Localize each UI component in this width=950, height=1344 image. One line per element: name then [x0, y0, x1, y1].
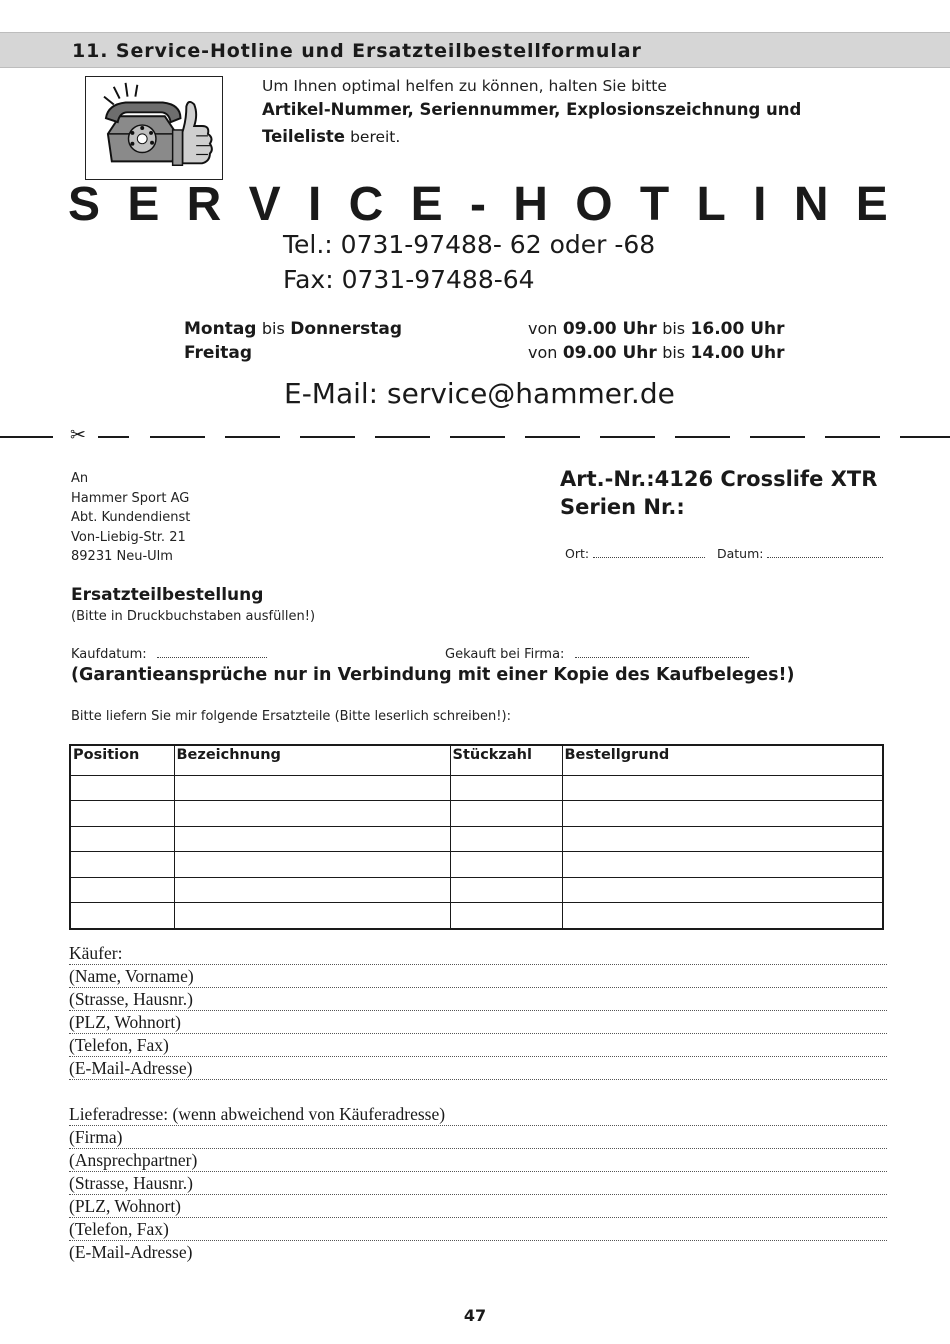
purchased-from-field[interactable] [575, 648, 749, 658]
table-row [70, 903, 883, 929]
telephone-thumbs-up-icon [85, 76, 223, 180]
cut-dash [750, 436, 805, 438]
hours-day-end: Donnerstag [290, 319, 403, 339]
hours-time-friday [528, 343, 785, 363]
service-hotline-heading [68, 177, 888, 232]
intro-line-3-bold: Teileliste [262, 127, 345, 146]
table-row [70, 801, 883, 827]
hours-day: Freitag [184, 343, 253, 363]
table-cell[interactable] [450, 903, 562, 929]
table-cell[interactable] [174, 903, 450, 929]
hotline-letter: I [753, 178, 767, 231]
hours-bis: bis [261, 319, 285, 338]
table-cell[interactable] [450, 877, 562, 903]
section-header-bar [0, 32, 950, 68]
intro-line-2: Artikel-Nummer, Seriennummer, Explosionszeichnung und [262, 100, 802, 119]
hours-row-mon-thu [184, 319, 402, 339]
fax-number: Fax: 0731-97488-64 [283, 265, 535, 294]
hours-to: 16.00 Uhr [690, 319, 785, 339]
hours-von: von [528, 343, 558, 362]
address-line: Von-Liebig-Str. 21 [71, 529, 186, 545]
hours-to: 14.00 Uhr [690, 343, 785, 363]
telephone-number: Tel.: 0731-97488- 62 oder -68 [283, 230, 656, 259]
serial-number-label: Serien Nr.: [560, 495, 685, 519]
buyer-name-line[interactable]: (Name, Vorname) [69, 965, 887, 988]
table-cell[interactable] [562, 775, 883, 801]
buyer-email-line[interactable]: (E-Mail-Adresse) [69, 1057, 887, 1080]
cut-dash [0, 436, 53, 438]
purchase-date-label: Kaufdatum: [71, 647, 147, 662]
order-note: (Bitte in Druckbuchstaben ausfüllen!) [71, 609, 316, 624]
email-address: E-Mail: service@hammer.de [284, 377, 675, 410]
address-line: Abt. Kundendienst [71, 510, 191, 525]
purchase-row [71, 647, 891, 662]
hotline-letter: T [639, 178, 670, 231]
table-cell[interactable] [174, 852, 450, 878]
table-cell[interactable] [70, 877, 174, 903]
intro-line-3-rest: bereit. [350, 128, 401, 146]
buyer-city-line[interactable]: (PLZ, Wohnort) [69, 1011, 887, 1034]
delivery-email-line[interactable]: (E-Mail-Adresse) [69, 1242, 193, 1262]
delivery-phone-line[interactable]: (Telefon, Fax) [69, 1218, 887, 1241]
table-cell[interactable] [450, 775, 562, 801]
delivery-heading-line[interactable]: Lieferadresse: (wenn abweichend von Käuferadresse) [69, 1103, 887, 1126]
table-cell[interactable] [174, 826, 450, 852]
hours-bis: bis [662, 343, 686, 362]
hours-von: von [528, 319, 558, 338]
purchased-from-group [445, 647, 749, 662]
intro-line-3 [262, 123, 862, 151]
hotline-letter: S [68, 178, 101, 231]
cut-dash [675, 436, 730, 438]
hotline-letter: E [127, 178, 160, 231]
buyer-phone-line[interactable]: (Telefon, Fax) [69, 1034, 887, 1057]
cut-line [0, 436, 950, 439]
hours-from: 09.00 Uhr [562, 319, 657, 339]
table-cell[interactable] [450, 826, 562, 852]
date-field[interactable] [767, 548, 883, 558]
intro-line-1: Um Ihnen optimal helfen zu können, halten Sie bitte [262, 77, 667, 95]
table-row [70, 877, 883, 903]
scissors-icon: ✂ [70, 424, 86, 446]
intro-text [262, 76, 862, 151]
table-cell[interactable] [70, 903, 174, 929]
cut-dash [375, 436, 430, 438]
guarantee-note: (Garantieansprüche nur in Verbindung mit einer Kopie des Kaufbeleges!) [71, 665, 795, 685]
table-row [70, 775, 883, 801]
table-header-row [70, 745, 883, 775]
cut-dash [225, 436, 280, 438]
delivery-contact-line[interactable]: (Ansprechpartner) [69, 1149, 887, 1172]
table-cell[interactable] [70, 826, 174, 852]
hotline-letter: I [307, 178, 322, 231]
cut-dash [900, 436, 950, 438]
article-info [560, 465, 877, 521]
table-cell[interactable] [450, 852, 562, 878]
buyer-section [69, 942, 887, 1080]
article-number: Art.-Nr.:4126 Crosslife XTR [560, 467, 878, 491]
hotline-letter: H [513, 178, 548, 231]
hotline-letter: C [348, 178, 384, 231]
hotline-letter: E [855, 178, 888, 231]
column-header-reason: Bestellgrund [562, 745, 883, 775]
section-title: 11. Service-Hotline und Ersatzteilbestellformular [72, 40, 642, 62]
table-cell[interactable] [562, 877, 883, 903]
parts-table [69, 744, 884, 930]
hotline-letter: - [469, 178, 486, 231]
place-label: Ort: [565, 546, 590, 561]
cut-dash [525, 436, 580, 438]
hours-row-friday [184, 343, 252, 363]
column-header-description: Bezeichnung [174, 745, 450, 775]
table-cell[interactable] [562, 852, 883, 878]
table-cell[interactable] [70, 775, 174, 801]
hotline-letter: R [186, 178, 222, 231]
delivery-city-line[interactable]: (PLZ, Wohnort) [69, 1195, 887, 1218]
recipient-address [71, 469, 190, 567]
column-header-position: Position [70, 745, 174, 775]
hours-time-mon-thu [528, 319, 785, 339]
delivery-section [69, 1103, 887, 1264]
table-cell[interactable] [174, 775, 450, 801]
delivery-street-line[interactable]: (Strasse, Hausnr.) [69, 1172, 887, 1195]
hotline-letter: V [248, 178, 281, 231]
hotline-letter: O [575, 178, 613, 231]
cut-dash [300, 436, 355, 438]
cut-dash [600, 436, 655, 438]
address-line: 89231 Neu-Ulm [71, 549, 173, 564]
table-cell[interactable] [450, 801, 562, 827]
address-line: Hammer Sport AG [71, 490, 190, 506]
address-line: An [71, 471, 89, 486]
hours-bis: bis [662, 319, 686, 338]
table-cell[interactable] [174, 801, 450, 827]
table-cell[interactable] [562, 903, 883, 929]
hours-from: 09.00 Uhr [562, 343, 657, 363]
hotline-letter: E [410, 178, 443, 231]
table-cell[interactable] [562, 826, 883, 852]
cut-dash [150, 436, 205, 438]
buyer-street-line[interactable]: (Strasse, Hausnr.) [69, 988, 887, 1011]
table-cell[interactable] [174, 877, 450, 903]
hours-day-start: Montag [184, 319, 257, 339]
delivery-company-line[interactable]: (Firma) [69, 1126, 887, 1149]
hotline-letter: N [793, 178, 829, 231]
place-date-fields [565, 546, 883, 561]
delivery-instruction: Bitte liefern Sie mir folgende Ersatzteile (Bitte leserlich schreiben!): [71, 709, 511, 724]
hotline-letter: L [696, 178, 726, 231]
date-label: Datum: [717, 546, 764, 561]
table-cell[interactable] [562, 801, 883, 827]
column-header-quantity: Stückzahl [450, 745, 562, 775]
table-row [70, 826, 883, 852]
cut-dash [825, 436, 880, 438]
order-title: Ersatzteilbestellung [71, 585, 264, 605]
table-cell[interactable] [70, 801, 174, 827]
buyer-heading-line[interactable]: Käufer: [69, 942, 887, 965]
table-cell[interactable] [70, 852, 174, 878]
cut-dash [450, 436, 505, 438]
table-row [70, 852, 883, 878]
page-number: 47 [463, 1306, 487, 1325]
place-field[interactable] [593, 548, 705, 558]
purchase-date-field[interactable] [157, 648, 267, 658]
cut-dash [98, 436, 129, 438]
purchased-from-label: Gekauft bei Firma: [445, 647, 565, 662]
